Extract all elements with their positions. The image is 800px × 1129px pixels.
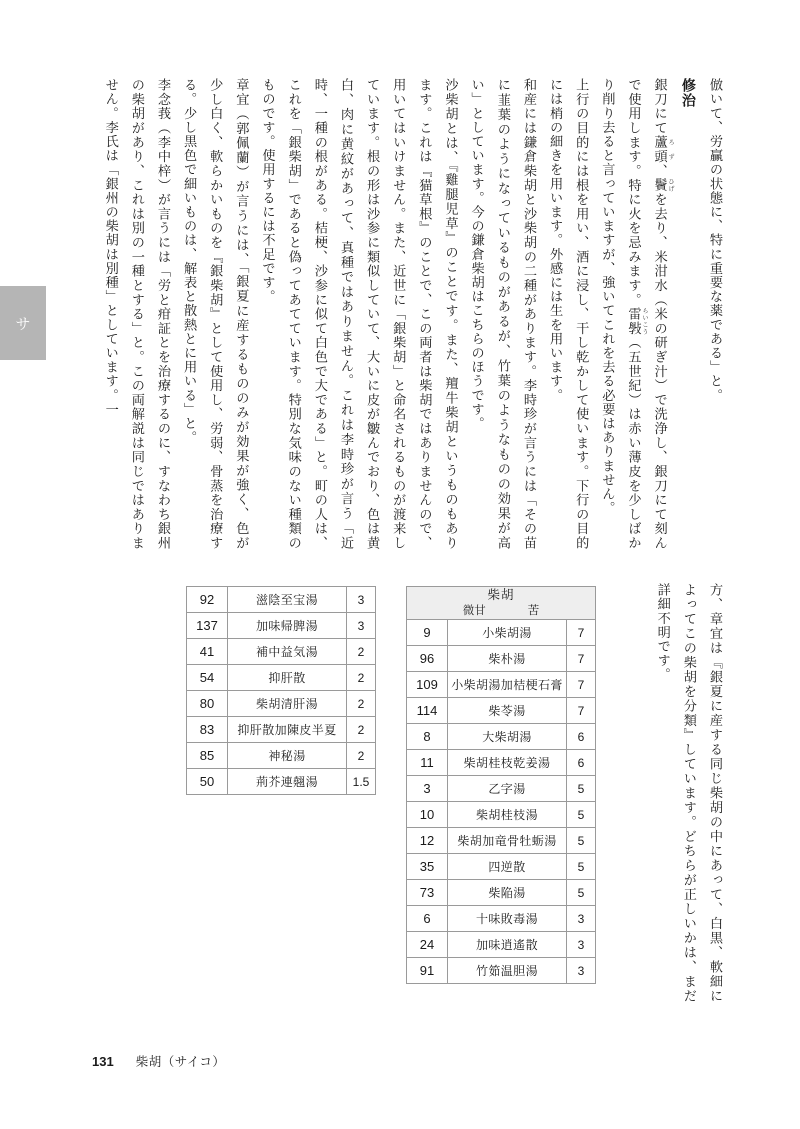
para1-post: を去り、米泔水（米の研ぎ汁）で洗浄し、銀刀にて刻んで使用します。特に火を忌みます。 bbox=[626, 78, 668, 550]
footer-running-head: 柴胡（サイコ） bbox=[135, 1055, 226, 1069]
table-row bbox=[187, 717, 376, 743]
row-number: 80 bbox=[187, 691, 228, 717]
table-row bbox=[407, 776, 596, 802]
table-row bbox=[407, 828, 596, 854]
formula-table-right-body bbox=[407, 620, 596, 984]
row-name: 小柴胡湯 bbox=[448, 620, 567, 646]
row-name: 加味帰脾湯 bbox=[228, 613, 347, 639]
table-header-sub-right: 苦 bbox=[527, 604, 540, 617]
row-name: 柴胡加竜骨牡蛎湯 bbox=[448, 828, 567, 854]
row-name: 竹筎温胆湯 bbox=[448, 958, 567, 984]
paragraph-4: 沙柴胡とは、『雞腿児草』のことです。また、羶牛柴胡というものもあります。これは『猫草根』のことで、この両者は柴胡ではありませんので、用いてはいけません。また、近世に「銀柴胡」と命名されるものが渡来しています。根の形は沙参に類似していて、大いに皮が皺んでおり、色は黄白、肉に黄紋があって、真種ではありません。これは李時珍が言う「近時、一種の根がある。桔梗、沙参に似て白色で大である」と。町の人は、これを「銀柴胡」であると偽ってあてています。特別な気味のない種類のものです。使用するには不足です。 bbox=[260, 78, 459, 550]
main-vertical-text-body bbox=[100, 78, 728, 550]
row-name: 十味敗毒湯 bbox=[448, 906, 567, 932]
row-score: 2 bbox=[347, 639, 376, 665]
row-number: 11 bbox=[407, 750, 448, 776]
side-index-tab bbox=[0, 286, 46, 360]
ruby-raikou-text: らいこう bbox=[641, 306, 648, 336]
row-score: 5 bbox=[567, 776, 596, 802]
row-number: 85 bbox=[187, 743, 228, 769]
row-score: 2 bbox=[347, 717, 376, 743]
ruby-hige-text: ひげ bbox=[667, 178, 675, 193]
table-header-cell bbox=[407, 587, 596, 620]
side-index-tab-label: サ bbox=[15, 316, 31, 333]
row-score: 5 bbox=[567, 854, 596, 880]
row-name: 柴胡桂枝乾姜湯 bbox=[448, 750, 567, 776]
page-footer bbox=[92, 1052, 225, 1070]
ruby-hige bbox=[652, 178, 675, 193]
row-score: 2 bbox=[347, 743, 376, 769]
row-score: 2 bbox=[347, 665, 376, 691]
row-score: 5 bbox=[567, 828, 596, 854]
row-name: 荊芥連翹湯 bbox=[228, 769, 347, 795]
table-row bbox=[187, 665, 376, 691]
row-number: 9 bbox=[407, 620, 448, 646]
ruby-rozu bbox=[652, 135, 675, 164]
row-number: 3 bbox=[407, 776, 448, 802]
row-name: 滋陰至宝湯 bbox=[228, 587, 347, 613]
row-name: 抑肝散 bbox=[228, 665, 347, 691]
paragraph-shuji bbox=[594, 78, 674, 550]
row-score: 3 bbox=[567, 958, 596, 984]
table-row bbox=[407, 958, 596, 984]
table-header-row bbox=[407, 587, 596, 620]
row-name: 四逆散 bbox=[448, 854, 567, 880]
row-score: 3 bbox=[347, 613, 376, 639]
row-number: 41 bbox=[187, 639, 228, 665]
paragraph-3: 和産には鎌倉柴胡と沙柴胡の二種があります。李時珍が言うには「その苗に韮葉のようになっているものがあるが、竹葉のようなものの効果が高い」としています。今の鎌倉柴胡はこちらのほうです。 bbox=[469, 78, 537, 550]
ruby-raikou-base: 雷斅 bbox=[626, 306, 642, 336]
row-score: 7 bbox=[567, 698, 596, 724]
table-row bbox=[407, 698, 596, 724]
row-score: 3 bbox=[567, 932, 596, 958]
row-number: 10 bbox=[407, 802, 448, 828]
row-number: 54 bbox=[187, 665, 228, 691]
row-number: 73 bbox=[407, 880, 448, 906]
table-row bbox=[407, 932, 596, 958]
para1-mid: 、 bbox=[652, 163, 668, 179]
table-row bbox=[407, 854, 596, 880]
table-header-subrow bbox=[407, 604, 595, 620]
row-score: 6 bbox=[567, 750, 596, 776]
table-row bbox=[187, 691, 376, 717]
row-name: 補中益気湯 bbox=[228, 639, 347, 665]
ruby-hige-base: 鬢 bbox=[652, 178, 668, 193]
table-row bbox=[187, 613, 376, 639]
table-row bbox=[187, 769, 376, 795]
formula-table-left-body bbox=[187, 587, 376, 795]
para1-pre: 銀刀にて bbox=[652, 78, 668, 136]
row-score: 7 bbox=[567, 646, 596, 672]
para1-end: （五世紀）は赤い薄皮を少しばかり削り去ると言っていますが、強いてこれを去る必要はありません。 bbox=[600, 78, 642, 551]
row-number: 35 bbox=[407, 854, 448, 880]
row-name: 乙字湯 bbox=[448, 776, 567, 802]
row-number: 114 bbox=[407, 698, 448, 724]
table-row bbox=[187, 743, 376, 769]
table-row bbox=[407, 880, 596, 906]
row-number: 91 bbox=[407, 958, 448, 984]
table-row bbox=[187, 587, 376, 613]
table-header-sub-left: 微甘 bbox=[462, 604, 486, 617]
row-score: 3 bbox=[347, 587, 376, 613]
row-name: 柴朴湯 bbox=[448, 646, 567, 672]
table-row bbox=[407, 906, 596, 932]
row-name: 柴苓湯 bbox=[448, 698, 567, 724]
row-number: 137 bbox=[187, 613, 228, 639]
row-number: 96 bbox=[407, 646, 448, 672]
row-score: 5 bbox=[567, 802, 596, 828]
table-row bbox=[407, 802, 596, 828]
row-number: 109 bbox=[407, 672, 448, 698]
ruby-raikou bbox=[626, 306, 648, 336]
formula-table-left bbox=[186, 586, 376, 795]
tail-paragraph: 方、章宜は『銀夏に産する同じ柴胡の中にあって、白黒、軟細によってこの柴胡を分類』しています。どちらが正しいかは、まだ詳細不明です。 bbox=[655, 583, 723, 1003]
row-name: 小柴胡湯加桔梗石膏 bbox=[448, 672, 567, 698]
row-number: 24 bbox=[407, 932, 448, 958]
row-score: 6 bbox=[567, 724, 596, 750]
table-row bbox=[407, 646, 596, 672]
row-score: 2 bbox=[347, 691, 376, 717]
formula-table-right-head bbox=[407, 587, 596, 620]
row-number: 92 bbox=[187, 587, 228, 613]
row-name: 大柴胡湯 bbox=[448, 724, 567, 750]
paragraph-6: 李念莪（李中梓）が言うには「労と疳証とを治療するのに、すなわち銀州の柴胡があり、これは別の一種とする」と。この両解説は同じではありません。李氏は「銀州の柴胡は別種」としています。一 bbox=[103, 78, 171, 550]
intro-line: 倣いて、労贏の状態に、特に重要な薬である」と。 bbox=[708, 78, 723, 403]
ruby-rozu-base: 蘆頭 bbox=[652, 135, 668, 164]
table-row bbox=[407, 672, 596, 698]
table-row bbox=[407, 724, 596, 750]
table-row bbox=[187, 639, 376, 665]
row-score: 7 bbox=[567, 672, 596, 698]
row-score: 3 bbox=[567, 906, 596, 932]
row-name: 柴胡桂枝湯 bbox=[448, 802, 567, 828]
paragraph-2: 上行の目的には根を用い、酒に浸し、干し乾かして使います。下行の目的には梢の細きを用います。外感には生を用います。 bbox=[548, 78, 590, 550]
footer-page-number: 131 bbox=[92, 1054, 114, 1069]
formula-table-right bbox=[406, 586, 596, 984]
tail-vertical-text-body bbox=[648, 583, 728, 1003]
row-number: 50 bbox=[187, 769, 228, 795]
row-number: 12 bbox=[407, 828, 448, 854]
table-row bbox=[407, 620, 596, 646]
table-row bbox=[407, 750, 596, 776]
row-name: 神秘湯 bbox=[228, 743, 347, 769]
table-header-title: 柴胡 bbox=[487, 588, 515, 602]
row-number: 6 bbox=[407, 906, 448, 932]
row-name: 加味逍遙散 bbox=[448, 932, 567, 958]
row-name: 抑肝散加陳皮半夏 bbox=[228, 717, 347, 743]
paragraph-5: 章宜（郭佩蘭）が言うには、「銀夏に産するもののみが効果が強く、色が少し白く、軟らかいものを『銀柴胡』として使用し、労弱、骨蒸を治療する。少し黒色で細いものは、解表と散熱とに用いる」と。 bbox=[182, 78, 250, 550]
row-score: 7 bbox=[567, 620, 596, 646]
row-number: 83 bbox=[187, 717, 228, 743]
row-score: 5 bbox=[567, 880, 596, 906]
section-heading: 修治 bbox=[680, 78, 697, 108]
row-name: 柴胡清肝湯 bbox=[228, 691, 347, 717]
row-score: 1.5 bbox=[347, 769, 376, 795]
row-number: 8 bbox=[407, 724, 448, 750]
ruby-rozu-text: ろず bbox=[667, 135, 675, 164]
row-name: 柴陥湯 bbox=[448, 880, 567, 906]
